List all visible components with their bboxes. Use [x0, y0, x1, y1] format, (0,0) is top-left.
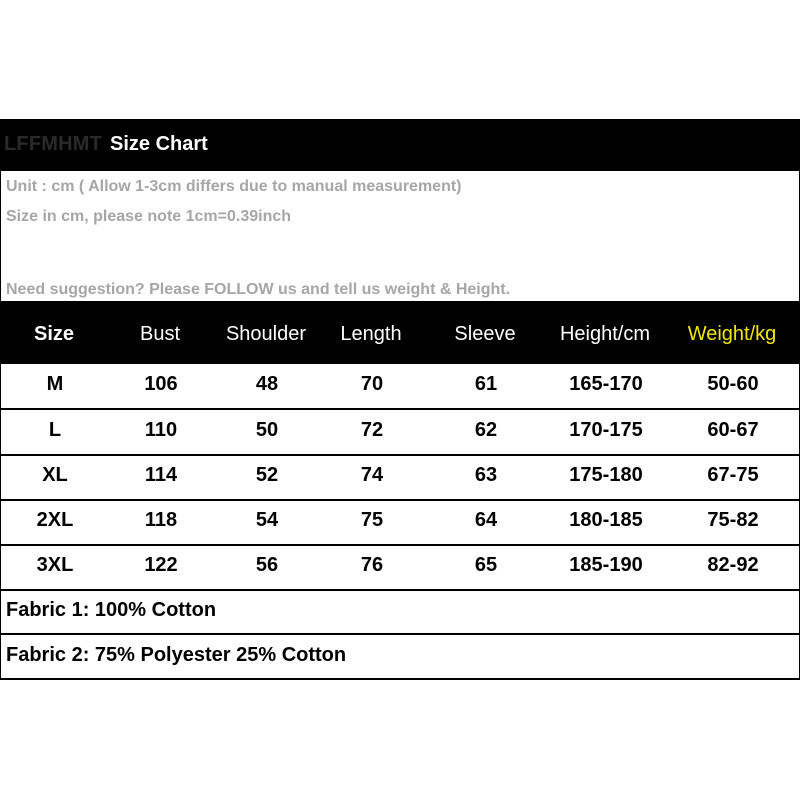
column-header-size: Size	[33, 323, 75, 345]
fabric-row-1	[0, 590, 800, 635]
column-header-sleeve: Sleeve	[454, 323, 516, 345]
conversion-note: Size in cm, please note 1cm=0.39inch	[6, 208, 292, 225]
cell-sleeve: 64	[474, 509, 498, 531]
table-row	[0, 500, 800, 546]
cell-sleeve: 61	[474, 373, 498, 395]
cell-sleeve: 65	[474, 554, 498, 576]
brand-name: LFFMHMT	[4, 133, 103, 155]
cell-weight: 82-92	[707, 554, 759, 576]
column-header-weight: Weight/kg	[687, 323, 777, 345]
cell-weight: 67-75	[707, 464, 759, 486]
table-row	[0, 410, 800, 456]
cell-bust: 106	[144, 373, 178, 395]
cell-bust: 122	[144, 554, 178, 576]
cell-bust: 118	[144, 509, 178, 531]
cell-height: 180-185	[569, 509, 643, 531]
cell-length: 76	[360, 554, 384, 576]
notes-section	[0, 171, 800, 301]
cell-bust: 114	[144, 464, 178, 486]
title-bar	[0, 119, 800, 171]
unit-note: Unit : cm ( Allow 1-3cm differs due to manual measurement)	[6, 178, 462, 195]
cell-bust: 110	[144, 419, 178, 441]
cell-length: 74	[360, 464, 384, 486]
chart-title: Size Chart	[110, 133, 208, 155]
table-header	[0, 301, 800, 364]
fabric-row-2	[0, 635, 800, 680]
cell-shoulder: 48	[255, 373, 279, 395]
cell-sleeve: 63	[474, 464, 498, 486]
cell-sleeve: 62	[474, 419, 498, 441]
cell-length: 70	[360, 373, 384, 395]
cell-weight: 60-67	[707, 419, 759, 441]
cell-size: 3XL	[36, 554, 74, 576]
suggestion-note: Need suggestion? Please FOLLOW us and tell us weight & Height.	[6, 281, 511, 298]
cell-height: 175-180	[569, 464, 643, 486]
cell-weight: 75-82	[707, 509, 759, 531]
column-header-height: Height/cm	[559, 323, 651, 345]
cell-height: 165-170	[569, 373, 643, 395]
cell-length: 72	[360, 419, 384, 441]
cell-shoulder: 52	[255, 464, 279, 486]
cell-size: XL	[42, 464, 68, 486]
table-row	[0, 545, 800, 591]
fabric-2-text: Fabric 2: 75% Polyester 25% Cotton	[6, 644, 347, 666]
cell-size: M	[46, 373, 64, 395]
cell-length: 75	[360, 509, 384, 531]
cell-height: 170-175	[569, 419, 643, 441]
column-header-length: Length	[340, 323, 402, 345]
cell-shoulder: 50	[255, 419, 279, 441]
cell-height: 185-190	[569, 554, 643, 576]
fabric-1-text: Fabric 1: 100% Cotton	[6, 599, 217, 621]
cell-shoulder: 54	[255, 509, 279, 531]
cell-weight: 50-60	[707, 373, 759, 395]
column-header-bust: Bust	[139, 323, 181, 345]
table-row	[0, 455, 800, 501]
cell-size: L	[48, 419, 62, 441]
cell-size: 2XL	[36, 509, 74, 531]
column-header-shoulder: Shoulder	[225, 323, 307, 345]
table-row	[0, 364, 800, 410]
cell-shoulder: 56	[255, 554, 279, 576]
size-chart	[0, 119, 800, 679]
